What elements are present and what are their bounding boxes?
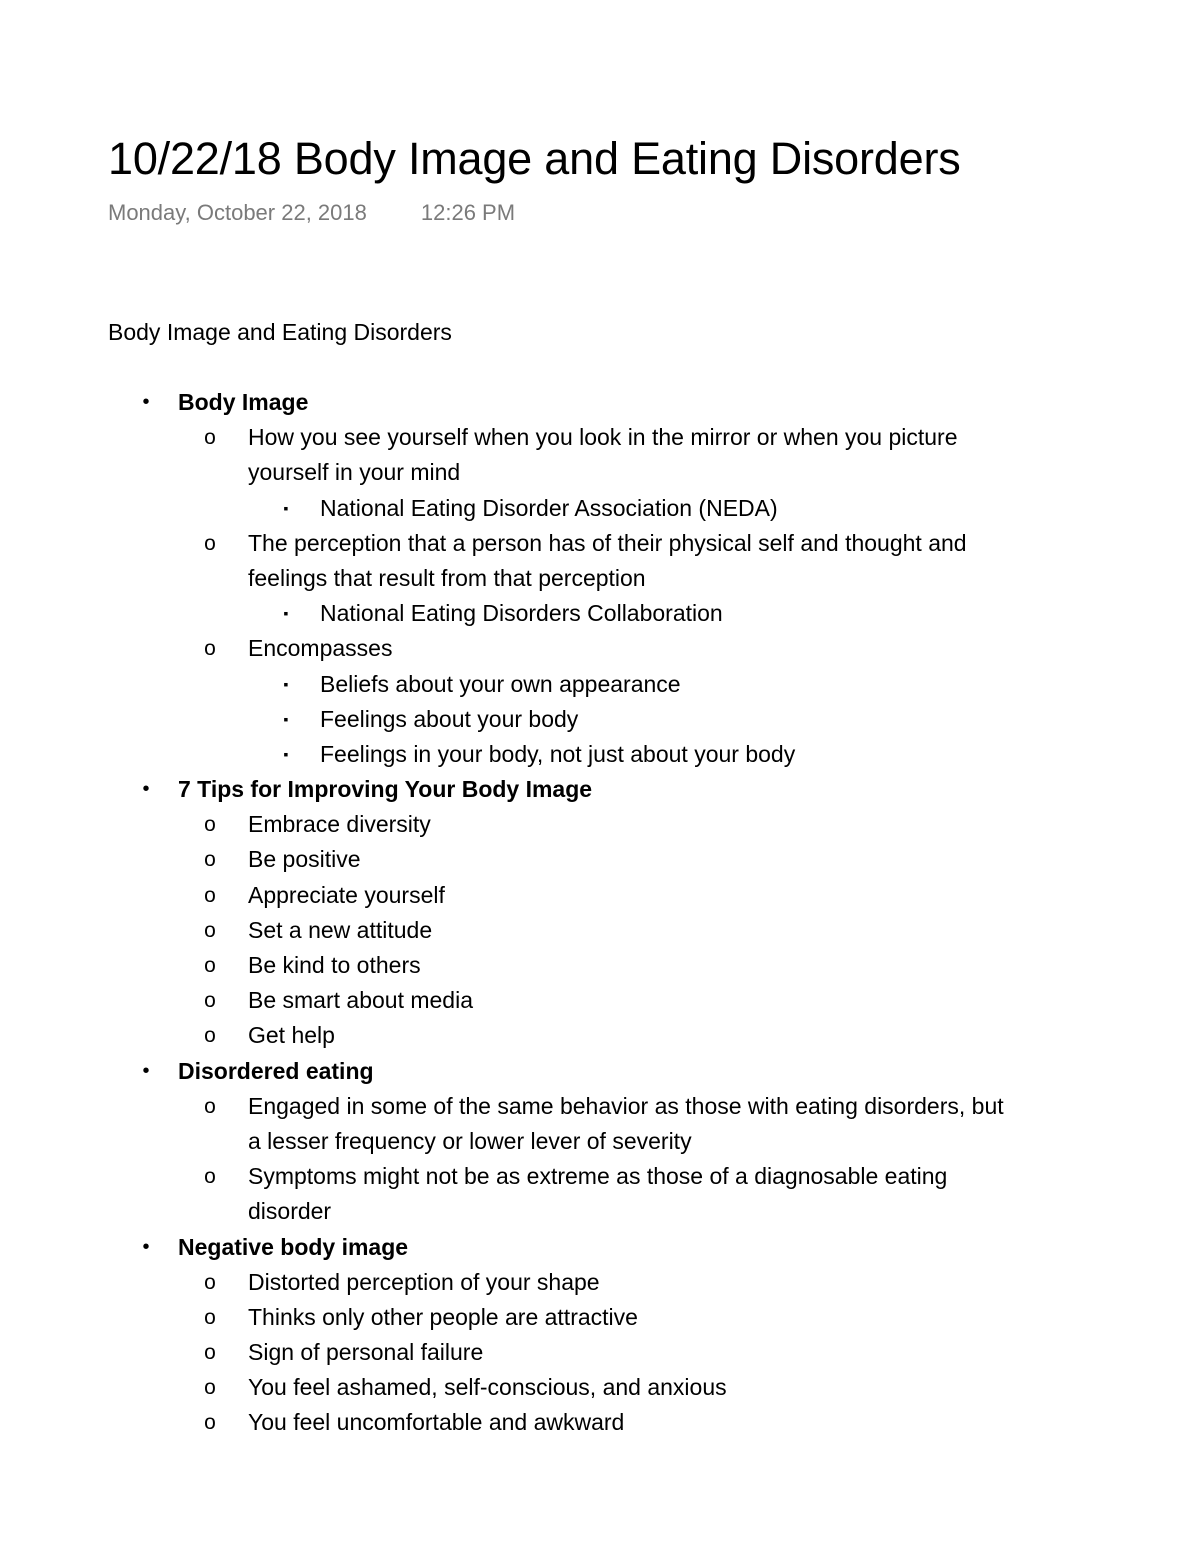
outline-item-level2 bbox=[0, 1300, 1200, 1335]
outline-item-level3 bbox=[0, 737, 1200, 772]
outline-item-level3 bbox=[0, 596, 1200, 631]
circle-bullet-icon: o bbox=[204, 1094, 216, 1118]
outline-item-text: feelings that result from that perception bbox=[248, 564, 646, 591]
outline-item-text: Sign of personal failure bbox=[248, 1339, 484, 1366]
outline-item-text: yourself in your mind bbox=[248, 459, 461, 486]
circle-bullet-icon: o bbox=[204, 918, 216, 942]
outline-item-level3 bbox=[0, 667, 1200, 702]
circle-bullet-icon: o bbox=[204, 813, 216, 837]
outline-item-text: You feel uncomfortable and awkward bbox=[248, 1409, 625, 1436]
outline-item-continuation bbox=[0, 455, 1200, 490]
outline-item-text: Body Image bbox=[178, 389, 309, 415]
outline-item-text: Be kind to others bbox=[248, 952, 421, 978]
outline-item-text: Thinks only other people are attractive bbox=[248, 1303, 638, 1330]
circle-bullet-icon: o bbox=[204, 531, 216, 555]
outline-item-text: Negative body image bbox=[178, 1233, 409, 1260]
outline-item-level2 bbox=[0, 420, 1200, 455]
outline-item-text: Engaged in some of the same behavior as those with eating disorders, but bbox=[248, 1092, 1004, 1119]
square-bullet-icon: ▪ bbox=[283, 499, 289, 516]
outline-item-text: Be smart about media bbox=[248, 987, 474, 1014]
outline-item-text: Distorted perception of your shape bbox=[248, 1268, 600, 1295]
outline-item-text: Be positive bbox=[248, 846, 361, 873]
circle-bullet-icon: o bbox=[204, 883, 216, 907]
outline-item-level2 bbox=[0, 1159, 1200, 1194]
bullet-icon: • bbox=[142, 391, 150, 413]
outline-item-text: Feelings in your body, not just about your body bbox=[320, 740, 796, 767]
outline-item-level2 bbox=[0, 631, 1200, 666]
bullet-icon: • bbox=[142, 1059, 150, 1082]
circle-bullet-icon: o bbox=[204, 1165, 216, 1189]
outline-item-text: National Eating Disorder Association (NEDA) bbox=[320, 494, 778, 521]
outline-item-continuation bbox=[0, 561, 1200, 596]
outline-item-text: Feelings about your body bbox=[320, 705, 579, 732]
outline-item-level2 bbox=[0, 1335, 1200, 1370]
outline-item-text: Disordered eating bbox=[178, 1057, 374, 1084]
square-bullet-icon: ▪ bbox=[283, 675, 289, 692]
outline-item-level2 bbox=[0, 913, 1200, 948]
outline-item-level1 bbox=[0, 1230, 1200, 1265]
outline-item-text: disorder bbox=[248, 1198, 332, 1225]
outline-item-level2 bbox=[0, 983, 1200, 1018]
outline-item-level2 bbox=[0, 1265, 1200, 1300]
outline-item-text: Symptoms might not be as extreme as those of a diagnosable eating bbox=[248, 1163, 948, 1190]
outline-item-text: You feel ashamed, self-conscious, and anxious bbox=[248, 1374, 727, 1401]
circle-bullet-icon: o bbox=[204, 954, 216, 977]
circle-bullet-icon: o bbox=[204, 1270, 216, 1294]
outline-item-level2 bbox=[0, 1405, 1200, 1440]
circle-bullet-icon: o bbox=[204, 637, 216, 661]
circle-bullet-icon: o bbox=[204, 1305, 216, 1329]
circle-bullet-icon: o bbox=[204, 1411, 216, 1435]
outline-item-level2 bbox=[0, 1018, 1200, 1053]
outline-list bbox=[0, 385, 1200, 1440]
outline-item-level2 bbox=[0, 842, 1200, 877]
outline-item-continuation bbox=[0, 1194, 1200, 1229]
bullet-icon: • bbox=[142, 1235, 150, 1258]
circle-bullet-icon: o bbox=[204, 848, 216, 872]
outline-item-text: Appreciate yourself bbox=[248, 881, 445, 908]
square-bullet-icon: ▪ bbox=[283, 605, 289, 622]
outline-item-level1 bbox=[0, 1054, 1200, 1089]
outline-item-text: Embrace diversity bbox=[248, 811, 431, 838]
outline-item-text: Get help bbox=[248, 1022, 335, 1049]
circle-bullet-icon: o bbox=[204, 989, 216, 1013]
outline-item-level2 bbox=[0, 807, 1200, 842]
outline-item-text: The perception that a person has of their physical self and thought and bbox=[248, 529, 967, 556]
circle-bullet-icon: o bbox=[204, 1024, 216, 1048]
outline-item-level2 bbox=[0, 1089, 1200, 1124]
square-bullet-icon: ▪ bbox=[283, 745, 289, 762]
outline-item-text: Beliefs about your own appearance bbox=[320, 670, 681, 697]
bullet-icon: • bbox=[142, 778, 150, 801]
outline-item-level3 bbox=[0, 702, 1200, 737]
outline-item-text: National Eating Disorders Collaboration bbox=[320, 600, 723, 627]
outline-item-text: Encompasses bbox=[248, 635, 393, 662]
circle-bullet-icon: o bbox=[204, 1376, 216, 1400]
page-title: 10/22/18 Body Image and Eating Disorders bbox=[108, 133, 961, 184]
square-bullet-icon: ▪ bbox=[283, 710, 289, 727]
page-date: Monday, October 22, 2018 bbox=[108, 200, 367, 225]
outline-item-text: How you see yourself when you look in the mirror or when you picture bbox=[248, 424, 958, 451]
outline-item-text: Set a new attitude bbox=[248, 916, 433, 943]
outline-item-text: a lesser frequency or lower lever of severity bbox=[248, 1127, 692, 1154]
outline-item-text: 7 Tips for Improving Your Body Image bbox=[178, 776, 593, 803]
section-heading: Body Image and Eating Disorders bbox=[108, 319, 452, 345]
outline-item-level3 bbox=[0, 491, 1200, 526]
circle-bullet-icon: o bbox=[204, 426, 216, 450]
outline-item-level2 bbox=[0, 878, 1200, 913]
outline-item-continuation bbox=[0, 1124, 1200, 1159]
circle-bullet-icon: o bbox=[204, 1341, 216, 1365]
page-time: 12:26 PM bbox=[420, 200, 516, 225]
outline-item-level2 bbox=[0, 1370, 1200, 1405]
outline-item-level1 bbox=[0, 385, 1200, 420]
page-date-time bbox=[108, 198, 515, 228]
outline-item-level1 bbox=[0, 772, 1200, 807]
outline-item-level2 bbox=[0, 526, 1200, 561]
outline-item-level2 bbox=[0, 948, 1200, 983]
